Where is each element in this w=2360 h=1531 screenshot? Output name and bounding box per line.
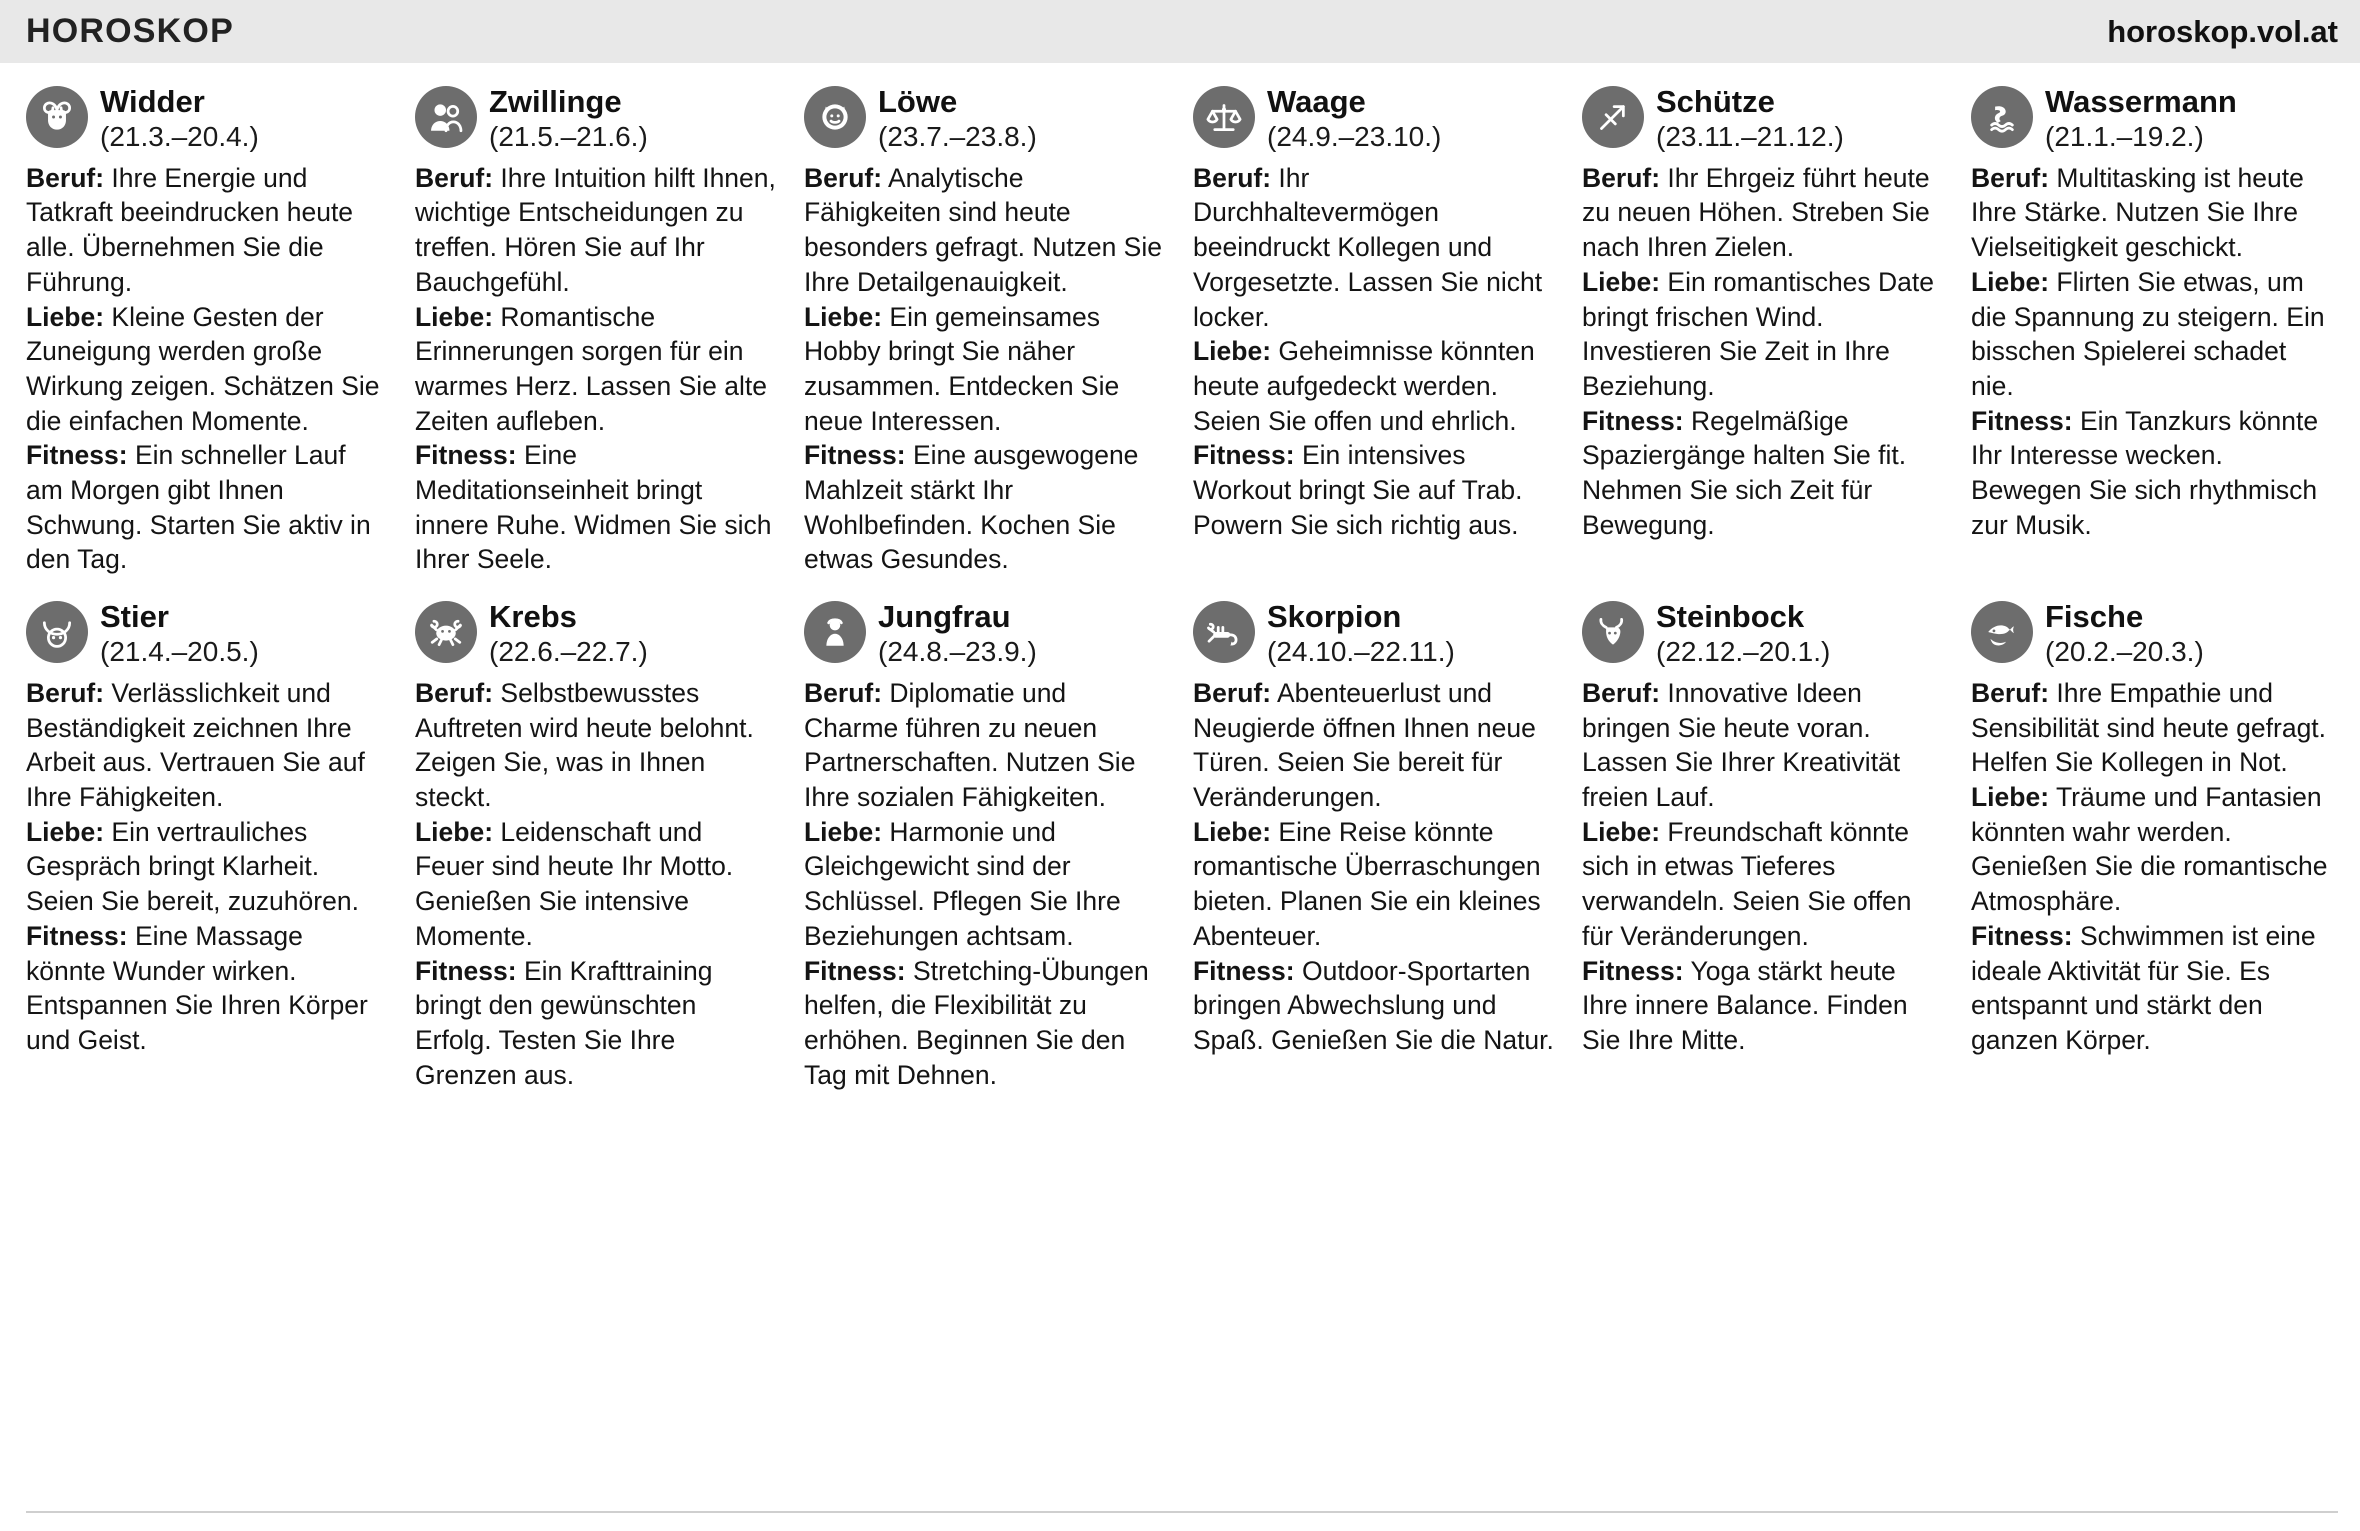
beruf-paragraph xyxy=(1193,676,1554,815)
liebe-text: Geheimnisse könnten heute aufgedeckt werden. Seien Sie offen und ehrlich. xyxy=(1193,336,1535,436)
zodiac-name: Zwillinge xyxy=(489,84,622,119)
fitness-label: Fitness: xyxy=(26,440,128,471)
zodiac-dates: (24.9.–23.10.) xyxy=(1267,120,1442,152)
zodiac-header xyxy=(415,599,776,668)
zodiac-name: Skorpion xyxy=(1267,599,1402,635)
liebe-paragraph xyxy=(26,300,387,439)
zodiac-card-stier xyxy=(26,599,393,1092)
fitness-label: Fitness: xyxy=(1193,440,1295,471)
liebe-label: Liebe: xyxy=(415,301,494,332)
zodiac-card-schütze xyxy=(1582,84,1949,577)
libra-scales-icon xyxy=(1193,86,1255,148)
beruf-label: Beruf: xyxy=(26,162,105,193)
zodiac-header xyxy=(1582,84,1943,153)
capricorn-goat-icon xyxy=(1582,601,1644,663)
liebe-label: Liebe: xyxy=(415,816,494,847)
fitness-text: Eine Meditationseinheit bringt innere Ruhe. Widmen Sie sich Ihrer Seele. xyxy=(415,440,772,575)
zodiac-header xyxy=(804,599,1165,668)
fitness-label: Fitness: xyxy=(804,440,906,471)
zodiac-card-widder xyxy=(26,84,393,577)
fitness-paragraph xyxy=(26,919,387,1058)
zodiac-name: Wassermann xyxy=(2045,84,2237,119)
fitness-paragraph xyxy=(1193,954,1554,1058)
fitness-text: Yoga stärkt heute Ihre innere Balance. Finden Sie Ihre Mitte. xyxy=(1582,955,1908,1055)
liebe-label: Liebe: xyxy=(1193,336,1272,367)
fitness-paragraph xyxy=(804,954,1165,1093)
zodiac-body xyxy=(1582,676,1943,1058)
beruf-label: Beruf: xyxy=(1971,162,2050,193)
zodiac-card-fische xyxy=(1971,599,2338,1092)
liebe-label: Liebe: xyxy=(1193,816,1272,847)
beruf-paragraph xyxy=(415,676,776,815)
liebe-paragraph xyxy=(26,815,387,919)
zodiac-dates: (24.8.–23.9.) xyxy=(878,635,1037,667)
liebe-label: Liebe: xyxy=(804,301,883,332)
zodiac-dates: (20.2.–20.3.) xyxy=(2045,635,2204,667)
beruf-paragraph xyxy=(1193,161,1554,335)
fitness-text: Outdoor-Sportarten bringen Abwechslung und Spaß. Genießen Sie die Natur. xyxy=(1193,955,1554,1055)
zodiac-card-jungfrau xyxy=(804,599,1171,1092)
zodiac-card-steinbock xyxy=(1582,599,1949,1092)
beruf-paragraph xyxy=(1971,676,2332,780)
fitness-label: Fitness: xyxy=(415,440,517,471)
liebe-paragraph xyxy=(1193,334,1554,438)
beruf-paragraph xyxy=(804,676,1165,815)
zodiac-body xyxy=(415,161,776,577)
zodiac-titles xyxy=(489,84,648,153)
beruf-text: Abenteuerlust und Neugierde öffnen Ihnen neue Türen. Seien Sie bereit für Veränderungen. xyxy=(1193,677,1536,813)
fitness-text: Regelmäßige Spaziergänge halten Sie fit. Nehmen Sie sich Zeit für Bewegung. xyxy=(1582,405,1907,540)
liebe-label: Liebe: xyxy=(26,301,105,332)
liebe-text: Leidenschaft und Feuer sind heute Ihr Motto. Genießen Sie intensive Momente. xyxy=(415,816,734,951)
zodiac-name: Fische xyxy=(2045,599,2144,635)
zodiac-titles xyxy=(1267,84,1441,153)
zodiac-name: Jungfrau xyxy=(878,599,1011,635)
liebe-paragraph xyxy=(1582,265,1943,404)
virgo-maiden-icon xyxy=(804,601,866,663)
fitness-text: Eine ausgewogene Mahlzeit stärkt Ihr Wohlbefinden. Kochen Sie etwas Gesundes. xyxy=(804,440,1139,575)
zodiac-titles xyxy=(1656,599,1830,668)
zodiac-card-wassermann xyxy=(1971,84,2338,577)
cancer-crab-icon xyxy=(415,601,477,663)
fitness-label: Fitness: xyxy=(415,955,517,986)
zodiac-name: Löwe xyxy=(878,84,958,119)
zodiac-header xyxy=(1582,599,1943,668)
liebe-label: Liebe: xyxy=(804,816,883,847)
zodiac-header xyxy=(1971,84,2332,153)
zodiac-titles xyxy=(2045,84,2237,153)
liebe-text: Eine Reise könnte romantische Überraschungen bieten. Planen Sie ein kleines Abenteuer. xyxy=(1193,816,1541,951)
zodiac-dates: (21.3.–20.4.) xyxy=(100,120,259,152)
zodiac-titles xyxy=(489,599,648,668)
zodiac-card-waage xyxy=(1193,84,1560,577)
zodiac-body xyxy=(1193,676,1554,1058)
zodiac-titles xyxy=(2045,599,2204,668)
beruf-text: Ihr Ehrgeiz führt heute zu neuen Höhen. Streben Sie nach Ihren Zielen. xyxy=(1582,162,1930,263)
zodiac-dates: (21.5.–21.6.) xyxy=(489,120,648,152)
zodiac-header xyxy=(1193,84,1554,153)
beruf-label: Beruf: xyxy=(415,677,494,708)
zodiac-name: Steinbock xyxy=(1656,599,1805,635)
zodiac-dates: (23.11.–21.12.) xyxy=(1656,120,1844,152)
zodiac-name: Waage xyxy=(1267,84,1366,119)
zodiac-header xyxy=(26,599,387,668)
taurus-bull-icon xyxy=(26,601,88,663)
zodiac-dates: (23.7.–23.8.) xyxy=(878,120,1037,152)
beruf-label: Beruf: xyxy=(415,162,494,193)
zodiac-header xyxy=(804,84,1165,153)
zodiac-dates: (22.12.–20.1.) xyxy=(1656,635,1831,667)
fitness-text: Ein intensives Workout bringt Sie auf Trab. Powern Sie sich richtig aus. xyxy=(1193,440,1523,540)
beruf-paragraph xyxy=(804,161,1165,300)
fitness-text: Ein schneller Lauf am Morgen gibt Ihnen Schwung. Starten Sie aktiv in den Tag. xyxy=(26,440,371,575)
beruf-paragraph xyxy=(26,676,387,815)
liebe-text: Ein romantisches Date bringt frischen Wind. Investieren Sie Zeit in Ihre Beziehung. xyxy=(1582,266,1935,401)
zodiac-card-skorpion xyxy=(1193,599,1560,1092)
zodiac-titles xyxy=(100,599,259,668)
fitness-paragraph xyxy=(1971,919,2332,1058)
liebe-text: Ein vertrauliches Gespräch bringt Klarheit. Seien Sie bereit, zuzuhören. xyxy=(26,816,359,917)
fitness-label: Fitness: xyxy=(1582,955,1684,986)
liebe-label: Liebe: xyxy=(26,816,105,847)
beruf-label: Beruf: xyxy=(1193,162,1272,193)
zodiac-body xyxy=(804,676,1165,1092)
fitness-text: Ein Krafttraining bringt den gewünschten Erfolg. Testen Sie Ihre Grenzen aus. xyxy=(415,955,713,1090)
fitness-paragraph xyxy=(1582,954,1943,1058)
liebe-text: Freundschaft könnte sich in etwas Tieferes verwandeln. Seien Sie offen für Veränderungen. xyxy=(1582,816,1912,951)
beruf-paragraph xyxy=(1582,676,1943,815)
horoscope-grid xyxy=(0,66,2360,1092)
liebe-text: Ein gemeinsames Hobby bringt Sie näher zusammen. Entdecken Sie neue Interessen. xyxy=(804,301,1120,436)
fitness-paragraph xyxy=(26,438,387,577)
beruf-text: Verlässlichkeit und Beständigkeit zeichnen Ihre Arbeit aus. Vertrauen Sie auf Ihre Fähigkeiten. xyxy=(26,677,365,813)
beruf-text: Innovative Ideen bringen Sie heute voran. Lassen Sie Ihrer Kreativität freien Lauf. xyxy=(1582,677,1901,813)
liebe-paragraph xyxy=(1971,265,2332,404)
liebe-paragraph xyxy=(1582,815,1943,954)
zodiac-dates: (21.1.–19.2.) xyxy=(2045,120,2204,152)
beruf-paragraph xyxy=(26,161,387,300)
sagittarius-archer-icon xyxy=(1582,86,1644,148)
beruf-text: Ihre Energie und Tatkraft beeindrucken heute alle. Übernehmen Sie die Führung. xyxy=(26,162,354,297)
page-title: HOROSKOP xyxy=(26,12,234,50)
fitness-paragraph xyxy=(1582,404,1943,543)
beruf-text: Diplomatie und Charme führen zu neuen Partnerschaften. Nutzen Sie Ihre sozialen Fähigkeiten. xyxy=(804,677,1136,813)
zodiac-body xyxy=(26,676,387,1058)
fitness-label: Fitness: xyxy=(804,955,906,986)
aries-ram-icon xyxy=(26,86,88,148)
zodiac-header xyxy=(415,84,776,153)
zodiac-card-krebs xyxy=(415,599,782,1092)
liebe-label: Liebe: xyxy=(1971,266,2050,297)
beruf-text: Analytische Fähigkeiten sind heute besonders gefragt. Nutzen Sie Ihre Detailgenauigkeit. xyxy=(804,162,1162,297)
liebe-paragraph xyxy=(804,300,1165,439)
zodiac-name: Stier xyxy=(100,599,169,635)
zodiac-card-zwillinge xyxy=(415,84,782,577)
fitness-text: Eine Massage könnte Wunder wirken. Entspannen Sie Ihren Körper und Geist. xyxy=(26,920,368,1055)
beruf-paragraph xyxy=(1582,161,1943,265)
beruf-paragraph xyxy=(1971,161,2332,265)
liebe-label: Liebe: xyxy=(1971,782,2050,813)
zodiac-header xyxy=(26,84,387,153)
liebe-paragraph xyxy=(1193,815,1554,954)
liebe-text: Flirten Sie etwas, um die Spannung zu steigern. Ein bisschen Spielerei schadet nie. xyxy=(1971,266,2325,401)
zodiac-body xyxy=(1971,161,2332,543)
zodiac-header xyxy=(1971,599,2332,668)
zodiac-titles xyxy=(878,84,1037,153)
fitness-label: Fitness: xyxy=(1971,405,2073,436)
aquarius-waterbearer-icon xyxy=(1971,86,2033,148)
zodiac-dates: (21.4.–20.5.) xyxy=(100,635,259,667)
zodiac-name: Schütze xyxy=(1656,84,1775,119)
beruf-text: Ihre Empathie und Sensibilität sind heute gefragt. Helfen Sie Kollegen in Not. xyxy=(1971,677,2327,778)
zodiac-name: Krebs xyxy=(489,599,577,635)
beruf-label: Beruf: xyxy=(1971,677,2050,708)
liebe-text: Träume und Fantasien könnten wahr werden. Genießen Sie die romantische Atmosphäre. xyxy=(1971,782,2328,917)
scorpio-scorpion-icon xyxy=(1193,601,1255,663)
footer-divider xyxy=(26,1511,2338,1513)
leo-lion-icon xyxy=(804,86,866,148)
fitness-text: Stretching-Übungen helfen, die Flexibilität zu erhöhen. Beginnen Sie den Tag mit Dehnen. xyxy=(804,955,1149,1090)
fitness-label: Fitness: xyxy=(1582,405,1684,436)
fitness-text: Ein Tanzkurs könnte Ihr Interesse wecken. Bewegen Sie sich rhythmisch zur Musik. xyxy=(1971,405,2319,540)
liebe-text: Harmonie und Gleichgewicht sind der Schlüssel. Pflegen Sie Ihre Beziehungen achtsam. xyxy=(804,816,1121,951)
zodiac-dates: (22.6.–22.7.) xyxy=(489,635,648,667)
beruf-text: Multitasking ist heute Ihre Stärke. Nutzen Sie Ihre Vielseitigkeit geschickt. xyxy=(1971,162,2304,263)
beruf-text: Ihre Intuition hilft Ihnen, wichtige Entscheidungen zu treffen. Hören Sie auf Ihr Bauchgefühl. xyxy=(415,162,776,297)
liebe-paragraph xyxy=(415,300,776,439)
source-url: horoskop.vol.at xyxy=(2107,13,2338,49)
beruf-label: Beruf: xyxy=(1193,677,1272,708)
zodiac-body xyxy=(1971,676,2332,1058)
beruf-label: Beruf: xyxy=(804,677,883,708)
liebe-text: Romantische Erinnerungen sorgen für ein warmes Herz. Lassen Sie alte Zeiten aufleben. xyxy=(415,301,768,436)
page-header xyxy=(0,0,2360,66)
zodiac-body xyxy=(1582,161,1943,543)
beruf-label: Beruf: xyxy=(1582,162,1661,193)
zodiac-titles xyxy=(100,84,259,153)
liebe-label: Liebe: xyxy=(1582,816,1661,847)
zodiac-card-löwe xyxy=(804,84,1171,577)
beruf-label: Beruf: xyxy=(804,162,883,193)
beruf-paragraph xyxy=(415,161,776,300)
zodiac-name: Widder xyxy=(100,84,205,119)
beruf-label: Beruf: xyxy=(26,677,105,708)
zodiac-body xyxy=(1193,161,1554,543)
zodiac-body xyxy=(26,161,387,577)
fitness-label: Fitness: xyxy=(26,920,128,951)
beruf-label: Beruf: xyxy=(1582,677,1661,708)
fitness-label: Fitness: xyxy=(1193,955,1295,986)
gemini-twins-icon xyxy=(415,86,477,148)
row-separator xyxy=(26,577,2338,599)
fitness-label: Fitness: xyxy=(1971,920,2073,951)
fitness-paragraph xyxy=(415,438,776,577)
zodiac-titles xyxy=(878,599,1037,668)
liebe-paragraph xyxy=(415,815,776,954)
fitness-paragraph xyxy=(804,438,1165,577)
fitness-paragraph xyxy=(415,954,776,1093)
liebe-paragraph xyxy=(804,815,1165,954)
beruf-text: Ihr Durchhaltevermögen beeindruckt Kollegen und Vorgesetzte. Lassen Sie nicht locker. xyxy=(1193,162,1543,332)
beruf-text: Selbstbewusstes Auftreten wird heute belohnt. Zeigen Sie, was in Ihnen steckt. xyxy=(415,677,754,813)
zodiac-body xyxy=(415,676,776,1092)
fitness-text: Schwimmen ist eine ideale Aktivität für Sie. Es entspannt und stärkt den ganzen Körper. xyxy=(1971,920,2316,1055)
pisces-fish-icon xyxy=(1971,601,2033,663)
fitness-paragraph xyxy=(1971,404,2332,543)
zodiac-titles xyxy=(1656,84,1844,153)
zodiac-body xyxy=(804,161,1165,577)
liebe-paragraph xyxy=(1971,780,2332,919)
zodiac-dates: (24.10.–22.11.) xyxy=(1267,635,1455,667)
fitness-paragraph xyxy=(1193,438,1554,542)
liebe-text: Kleine Gesten der Zuneigung werden große Wirkung zeigen. Schätzen Sie die einfachen Momente. xyxy=(26,301,380,436)
zodiac-titles xyxy=(1267,599,1455,668)
zodiac-header xyxy=(1193,599,1554,668)
liebe-label: Liebe: xyxy=(1582,266,1661,297)
